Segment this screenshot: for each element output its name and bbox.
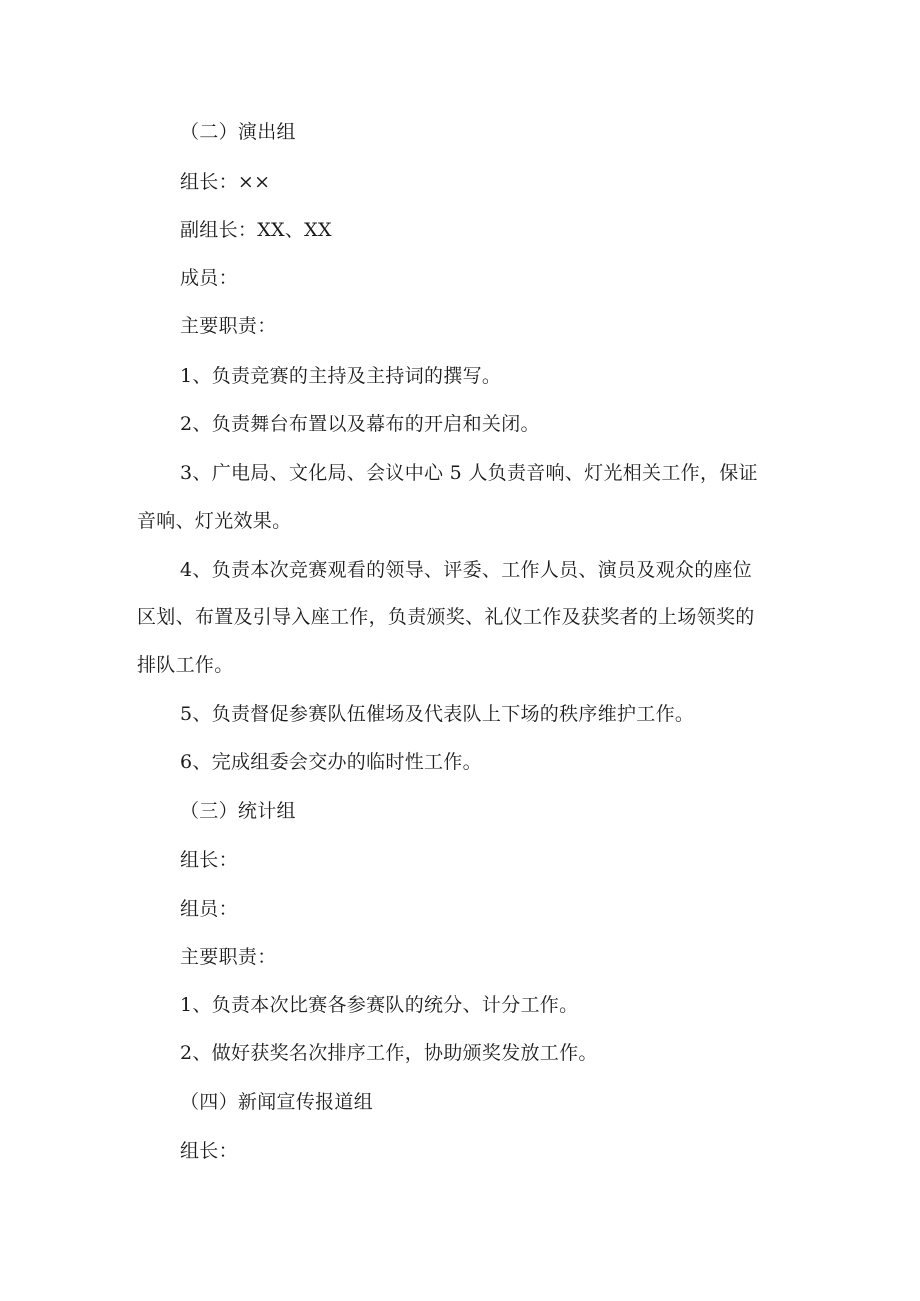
performance-duties-label: 主要职责：	[180, 315, 277, 337]
statistics-group-leader: 组长：	[180, 849, 238, 871]
performance-duty-3-line-1: 3、广电局、文化局、会议中心 5 人负责音响、灯光相关工作，保证	[180, 462, 758, 484]
performance-duty-2: 2、负责舞台布置以及幕布的开启和关闭。	[180, 413, 540, 435]
performance-duty-1: 1、负责竞赛的主持及主持词的撰写。	[180, 365, 502, 387]
statistics-group-heading: （三）统计组	[180, 800, 296, 822]
statistics-duties-label: 主要职责：	[180, 946, 277, 968]
statistics-group-members: 组员：	[180, 898, 238, 920]
performance-group-leader: 组长：××	[180, 171, 271, 193]
news-group-leader: 组长：	[180, 1140, 238, 1162]
performance-duty-6: 6、完成组委会交办的临时性工作。	[180, 751, 482, 773]
performance-duty-3-line-2: 音响、灯光效果。	[137, 510, 292, 532]
performance-duty-4-line-2: 区划、布置及引导入座工作，负责颁奖、礼仪工作及获奖者的上场领奖的	[137, 606, 755, 628]
news-group-heading: （四）新闻宣传报道组	[180, 1091, 374, 1113]
performance-duty-4-line-1: 4、负责本次竞赛观看的领导、评委、工作人员、演员及观众的座位	[180, 559, 753, 581]
performance-duty-4-line-3: 排队工作。	[137, 654, 234, 676]
statistics-duty-1: 1、负责本次比赛各参赛队的统分、计分工作。	[180, 994, 579, 1016]
performance-duty-5: 5、负责督促参赛队伍催场及代表队上下场的秩序维护工作。	[180, 703, 695, 725]
performance-group-heading: （二）演出组	[180, 121, 296, 143]
performance-group-members: 成员：	[180, 267, 238, 289]
statistics-duty-2: 2、做好获奖名次排序工作，协助颁奖发放工作。	[180, 1042, 598, 1064]
performance-group-deputy: 副组长：XX、XX	[180, 219, 332, 241]
